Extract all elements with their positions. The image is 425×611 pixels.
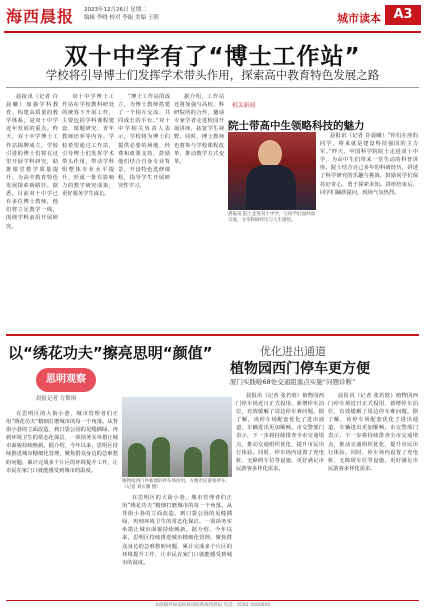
article-column-1: 晨报讯（记者 许晨曦）加强学科教育、构建高质量的教学体系，是双十中学近年发展的重点。昨天，双十中学博士工作站揭牌成立，学校引进的博士们将在这里开展学科研究，助推课堂教学质量提升，为高中教育特色发展探索新路径。据悉，目前双十中学已有多位博士教师，他们将立足教学一线，围绕学科前沿开展研究。	[6, 94, 58, 230]
footer-divider	[6, 600, 419, 601]
column-badge: 思明观察	[36, 368, 96, 392]
lower-left-body: 在思明区的大街小巷，城市管理者们正用“绣花功夫”精细打磨城市的每一个角落。从背街小巷的立面改造，到口袋公园的见缝插绿，再到环境卫生的常态化保洁，一项项务实举措让城市面貌持续焕新。据介绍，今年以来，思明区持续推进城市精细化管理，聚焦群众身边的急难愁盼问题，累计完成多个片区的环境提升工作，让市民在家门口就能感受到城市的温度。	[6, 411, 118, 474]
parking-photo-caption: 植物园西门外新建的停车场投用，方便市民游客停车。（记者 刘长耀 摄）	[122, 479, 230, 490]
lower-left-headline: 以“绣花功夫”擦亮思明“颜值”	[8, 344, 213, 362]
masthead-logo: 海西晨报	[6, 7, 75, 26]
main-headline: 双十中学有了“博士工作站”	[64, 44, 361, 70]
lower-right-headline: 植物园西门停车更方便	[230, 361, 370, 377]
lower-middle-body: 在思明区的大街小巷，城市管理者们正用“绣花功夫”精细打磨城市的每一个角落。从背街小巷的立面改造，到口袋公园的见缝插绿，再到环境卫生的常态化保洁，一项项务实举措让城市面貌持续焕新。据介绍，今年以来，思明区持续推进城市精细化管理，聚焦群众身边的急难愁盼问题，累计完成多个片区的环境提升工作，让市民在家门口就能感受到城市的温度。	[122, 495, 232, 566]
lower-right-body-1: 晨报讯（记者 张若晗）植物园西门停车场近日正式投用，新增停车泊位，有效缓解了周边停车难问题。据了解，该停车场配套优化了进出通道，车辆进出更加顺畅。市交警部门表示，下一步将持续排查全市交通堵点，推动交通组织优化，提升市民出行体验。同时，停车场内设置了充电桩、无障碍车位等设施，更好满足市民游客多样化需求。	[236, 393, 324, 472]
section-divider	[6, 334, 419, 336]
article-column-4: 据介绍，工作站还将加强与高校、科研院所的合作，邀请专家学者走进校园开展讲座，拓宽学生视野。同时，博士教师也将参与学校课程改革，推动教学方式变革。	[174, 94, 224, 165]
header-divider	[4, 31, 421, 33]
lower-right-body-2: 晨报讯（记者 张若晗）植物园西门停车场近日正式投用，新增停车泊位，有效缓解了周边停车难问题。据了解，该停车场配套优化了进出通道，车辆进出更加顺畅。市交警部门表示，下一步将持续排查全市交通堵点，推动交通组织优化，提升市民出行体验。同时，停车场内设置了充电桩、无障碍车位等设施，更好满足市民游客多样化需求。	[328, 393, 418, 472]
related-headline: 院士带高中生领略科技的魅力	[228, 120, 365, 132]
lower-left-byline: 晨报记者 方斯琪	[36, 396, 77, 402]
scientist-photo-caption: 晨报讯 院士走进双十中学，与同学们面对面交流，分享科研经历与人生感悟。	[228, 212, 315, 223]
scientist-photo-head	[258, 140, 282, 168]
lower-right-subhead: 厦门实践啦68处交通阻塞点实施“问题诊断”	[230, 378, 356, 386]
header-meta	[84, 6, 159, 22]
related-news-label: 相关新闻	[232, 103, 256, 109]
parking-photo	[122, 397, 232, 477]
footer-text: 本版稿件如需转载请联系海西晨报 电话：0592-5000000	[154, 603, 271, 608]
lower-right-kicker: 优化进出通道	[260, 345, 326, 358]
main-subhead: 学校将引导博士们发挥学术带头作用，探索高中教育特色发展之路	[45, 68, 380, 82]
headline-divider	[6, 87, 419, 88]
article-column-3: “博士工作站的成立，为博士教师搭建了一个相互交流、共同成长的平台。”双十中学相关负责人表示，学校将为博士们提供必要的场地、经费和政策支持，鼓励他们结合自身专业背景，开设特色选修课程，指导学生开展研究性学习。	[118, 94, 170, 190]
section-label: 城市读本	[337, 12, 381, 25]
scientist-photo-body	[246, 165, 296, 210]
article-column-2: 双十中学博士工作站在学校教科研处的统筹下开展工作，主要包括学科课程建设、课题研究、青年教师培养等内容。学校希望通过工作站，引导博士们发挥学术带头作用，带动学科组整体专业水平提升，形成一批有影响力的教学研究成果，更好服务学生成长。	[62, 94, 114, 198]
related-body: 晨报讯（记者 许晨曦）“你们在座的同学，将来就是建设科技强国的主力军。”昨天，中国科学院院士走进双十中学，为高中生们带来一堂生动的科普讲座。院士结合自己多年的科研经历，讲述了科学研究的乐趣与挑战，鼓励同学们保持好奇心，勇于探索未知。讲座结束后，同学们踊跃提问，现场气氛热烈。	[320, 133, 418, 196]
editors-line: 编辑 李晓 校对 李振 美编 王朝	[84, 15, 159, 21]
date-line: 2023年12月26日 星期二	[84, 7, 147, 13]
page-number-badge: A3	[385, 5, 421, 25]
